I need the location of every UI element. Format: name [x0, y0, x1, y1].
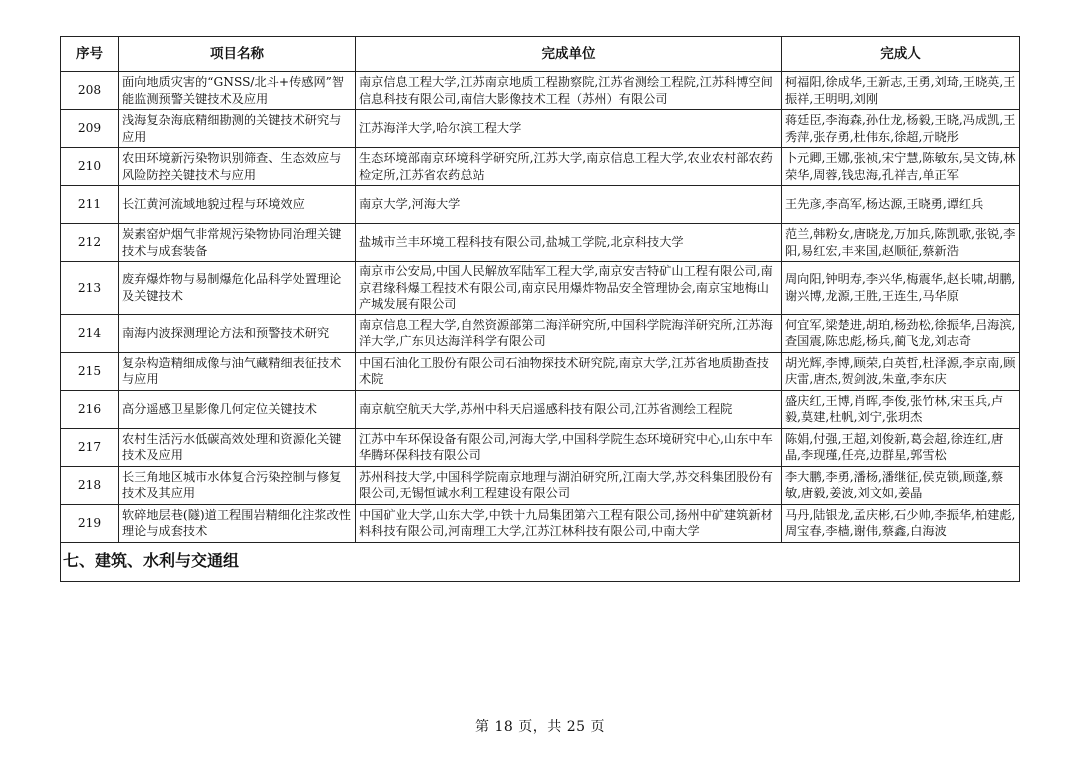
header-units: 完成单位 — [356, 37, 782, 72]
row-project-name: 废弃爆炸物与易制爆危化品科学处置理论及关键技术 — [119, 262, 356, 315]
row-serial: 214 — [61, 314, 119, 352]
row-serial: 218 — [61, 466, 119, 504]
row-people: 何宜军,梁楚进,胡珀,杨劲松,徐振华,吕海滨,查国震,陈忠彪,杨兵,蔺飞龙,刘志奇 — [782, 314, 1020, 352]
row-project-name: 浅海复杂海底精细勘测的关键技术研究与应用 — [119, 110, 356, 148]
row-units: 南京信息工程大学,江苏南京地质工程勘察院,江苏省测绘工程院,江苏科博空间信息科技有限公司,南信大影像技术工程（苏州）有限公司 — [356, 72, 782, 110]
table-row — [61, 504, 1020, 542]
row-people: 李大鹏,李勇,潘杨,潘继征,侯克锁,顾蓬,蔡敏,唐毅,姜波,刘文如,姜晶 — [782, 466, 1020, 504]
row-people: 柯福阳,徐成华,王新志,王勇,刘琦,王晓英,王振祥,王明明,刘刚 — [782, 72, 1020, 110]
row-project-name: 软碎地层巷(隧)道工程围岩精细化注浆改性理论与成套技术 — [119, 504, 356, 542]
row-serial: 215 — [61, 352, 119, 390]
row-units: 苏州科技大学,中国科学院南京地理与湖泊研究所,江南大学,苏交科集团股份有限公司,无锡恒诚水利工程建设有限公司 — [356, 466, 782, 504]
table-row — [61, 262, 1020, 315]
row-serial: 217 — [61, 428, 119, 466]
row-project-name: 复杂构造精细成像与油气藏精细表征技术与应用 — [119, 352, 356, 390]
row-units: 南京航空航天大学,苏州中科天启遥感科技有限公司,江苏省测绘工程院 — [356, 390, 782, 428]
row-people: 胡光辉,李博,顾荣,白英哲,杜泽源,李京南,顾庆雷,唐杰,贺剑波,朱童,李东庆 — [782, 352, 1020, 390]
row-project-name: 农村生活污水低碳高效处理和资源化关键技术及应用 — [119, 428, 356, 466]
row-people: 卜元卿,王娜,张祯,宋宁慧,陈敏东,吴文铸,林荣华,周蓉,钱忠海,孔祥吉,单正军 — [782, 148, 1020, 186]
document-page — [60, 36, 1019, 582]
row-people: 盛庆红,王博,肖晖,李俊,张竹林,宋玉兵,卢毅,莫建,杜帆,刘宁,张玥杰 — [782, 390, 1020, 428]
table-row — [61, 428, 1020, 466]
row-project-name: 炭素窑炉烟气非常规污染物协同治理关键技术与成套装备 — [119, 224, 356, 262]
table-row — [61, 186, 1020, 224]
row-units: 盐城市兰丰环境工程科技有限公司,盐城工学院,北京科技大学 — [356, 224, 782, 262]
awards-table — [60, 36, 1020, 582]
table-row — [61, 314, 1020, 352]
row-people: 陈娟,付强,王超,刘俊新,葛会超,徐连红,唐晶,李现瑾,任亮,边群星,郭雪松 — [782, 428, 1020, 466]
row-units: 江苏中车环保设备有限公司,河海大学,中国科学院生态环境研究中心,山东中车华腾环保科技有限公司 — [356, 428, 782, 466]
row-serial: 219 — [61, 504, 119, 542]
row-units: 中国石油化工股份有限公司石油物探技术研究院,南京大学,江苏省地质勘查技术院 — [356, 352, 782, 390]
table-row — [61, 466, 1020, 504]
row-serial: 211 — [61, 186, 119, 224]
row-project-name: 长江黄河流域地貌过程与环境效应 — [119, 186, 356, 224]
group-heading: 七、建筑、水利与交通组 — [61, 542, 1020, 581]
row-serial: 216 — [61, 390, 119, 428]
table-row — [61, 72, 1020, 110]
row-units: 南京大学,河海大学 — [356, 186, 782, 224]
row-serial: 209 — [61, 110, 119, 148]
row-people: 蒋廷臣,李海森,孙仕龙,杨毅,王晓,冯成凯,王秀萍,张存勇,杜伟东,徐超,亓晓彤 — [782, 110, 1020, 148]
row-units: 生态环境部南京环境科学研究所,江苏大学,南京信息工程大学,农业农村部农药检定所,江苏省农药总站 — [356, 148, 782, 186]
table-row — [61, 390, 1020, 428]
table-row — [61, 148, 1020, 186]
row-units: 南京信息工程大学,自然资源部第二海洋研究所,中国科学院海洋研究所,江苏海洋大学,广东贝达海洋科学有限公司 — [356, 314, 782, 352]
row-people: 范兰,韩粉女,唐晓龙,万加兵,陈凯歌,张锐,李阳,易红宏,丰来国,赵顺征,蔡新浩 — [782, 224, 1020, 262]
table-header-row — [61, 37, 1020, 72]
row-units: 江苏海洋大学,哈尔滨工程大学 — [356, 110, 782, 148]
row-serial: 213 — [61, 262, 119, 315]
table-row — [61, 224, 1020, 262]
table-row — [61, 110, 1020, 148]
row-people: 周向阳,钟明寿,李兴华,梅震华,赵长啸,胡鹏,谢兴博,龙源,王胜,王连生,马华原 — [782, 262, 1020, 315]
row-people: 王先彦,李高军,杨达源,王晓勇,谭红兵 — [782, 186, 1020, 224]
header-project-name: 项目名称 — [119, 37, 356, 72]
group-heading-row — [61, 542, 1020, 581]
row-serial: 210 — [61, 148, 119, 186]
row-project-name: 高分遥感卫星影像几何定位关键技术 — [119, 390, 356, 428]
header-people: 完成人 — [782, 37, 1020, 72]
row-project-name: 面向地质灾害的“GNSS/北斗+传感网”智能监测预警关键技术及应用 — [119, 72, 356, 110]
row-project-name: 农田环境新污染物识别筛查、生态效应与风险防控关键技术与应用 — [119, 148, 356, 186]
row-serial: 208 — [61, 72, 119, 110]
table-row — [61, 352, 1020, 390]
row-project-name: 南海内波探测理论方法和预警技术研究 — [119, 314, 356, 352]
row-project-name: 长三角地区城市水体复合污染控制与修复技术及其应用 — [119, 466, 356, 504]
row-units: 南京市公安局,中国人民解放军陆军工程大学,南京安吉特矿山工程有限公司,南京君缘科爆工程技术有限公司,南京民用爆炸物品安全管理协会,南京宝地梅山产城发展有限公司 — [356, 262, 782, 315]
header-serial: 序号 — [61, 37, 119, 72]
page-footer: 第 18 页，共 25 页 — [475, 719, 605, 735]
row-serial: 212 — [61, 224, 119, 262]
row-units: 中国矿业大学,山东大学,中铁十九局集团第六工程有限公司,扬州中矿建筑新材料科技有限公司,河南理工大学,江苏江林科技有限公司,中南大学 — [356, 504, 782, 542]
row-people: 马丹,陆银龙,孟庆彬,石少帅,李振华,柏建彪,周宝春,李樯,谢伟,蔡鑫,白海波 — [782, 504, 1020, 542]
